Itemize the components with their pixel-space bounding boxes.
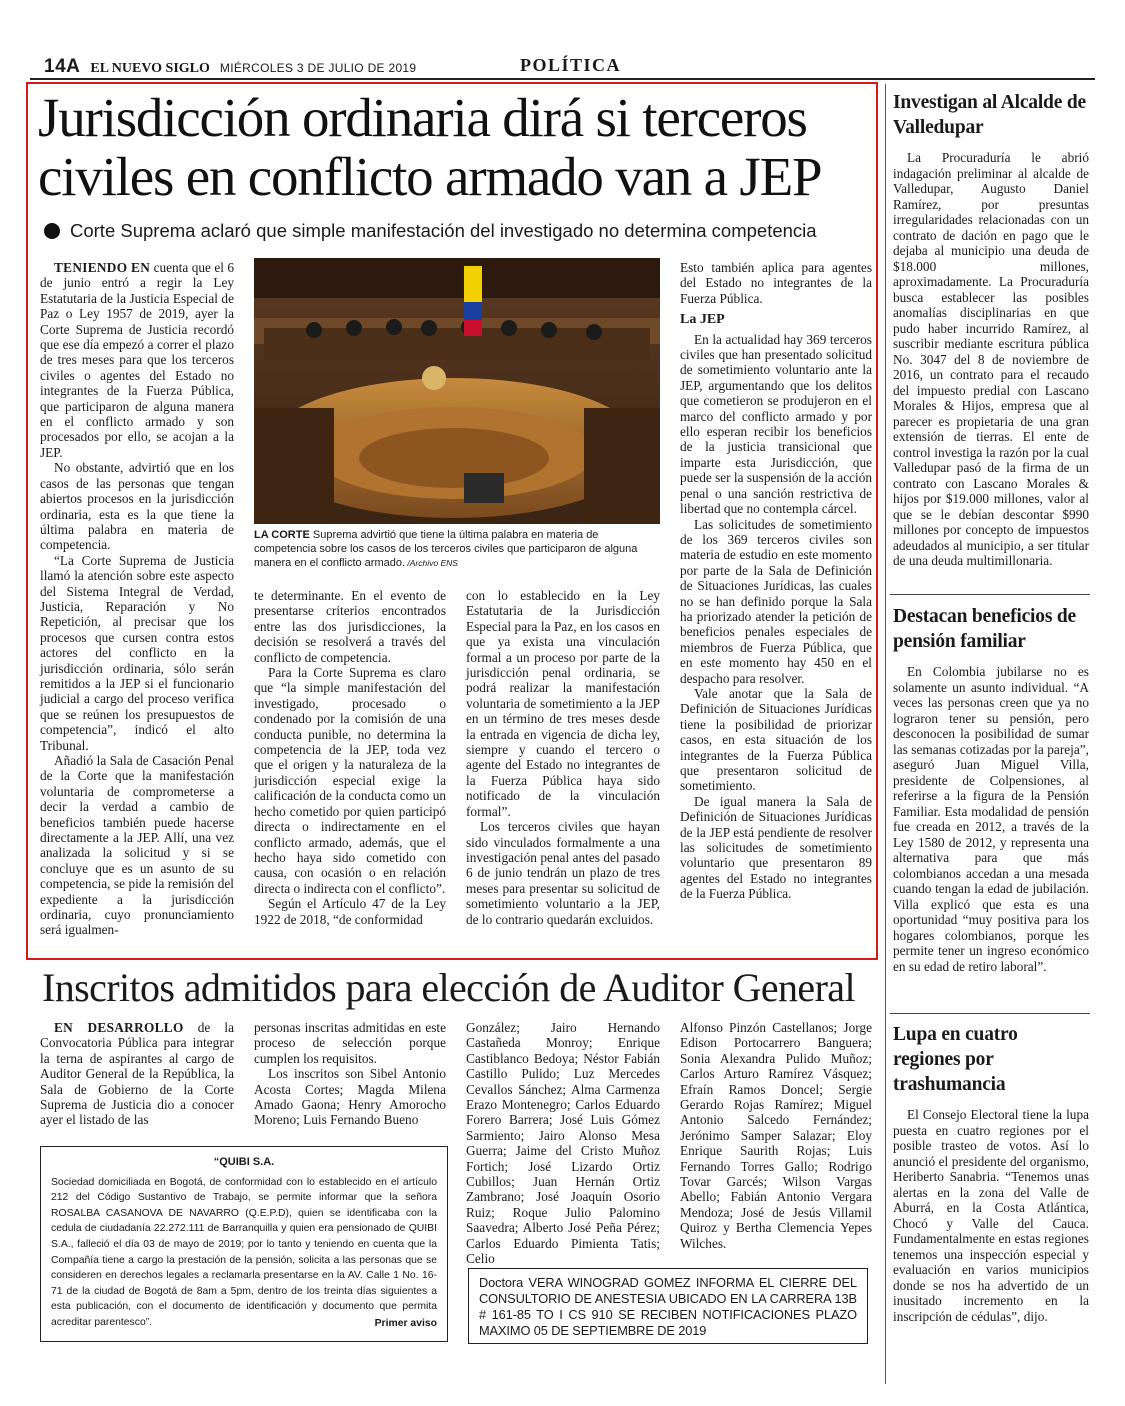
paragraph xyxy=(40,553,234,753)
vera-notice xyxy=(468,1268,868,1344)
paragraph-text: No obstante, advirtió que en los casos de las personas que tengan abiertos procesos en la jurisdicción ordinaria, esta es la que tiene la última palabra en materia de competencia. xyxy=(40,460,234,553)
notice-body: Doctora VERA WINOGRAD GOMEZ INFORMA EL CIERRE DEL CONSULTORIO DE ANESTESIA UBICADO EN LA CARRERA 13B # 161-85 TO I CS 910 SE RECIBEN NOTIFICACIONES PLAZO MAXIMO 05 DE SEPTIEMBRE DE 2019 xyxy=(479,1275,857,1338)
section-title: POLÍTICA xyxy=(520,55,622,75)
paragraph-text: Alfonso Pinzón Castellanos; Jorge Edison Portocarrero Banguera; Sonia Alexandra Pulido Muñoz; Carlos Arturo Ramírez Vásquez; Efraín Ramos Doncel; Sergie Gerardo Rojas Ramírez; Miguel Antonio Salcedo Fernández; Jerónimo Samper Salazar; Eloy Enrique Saurith Rojas; Luis Fernando Torres Gallo; Rodrigo Tovar Garcés; Wilson Vargas Abello; Fabián Antonio Vergara Mendoza; José de Jesús Villamil Quiroz y Bertha Clemencia Yepes Wilches. xyxy=(680,1020,872,1251)
notice-title: “QUIBI S.A. xyxy=(213,1156,275,1168)
sidebar-item-1 xyxy=(893,90,1089,569)
publication-date: MIÉRCOLES 3 DE JULIO DE 2019 xyxy=(219,61,417,75)
paragraph xyxy=(466,1020,660,1267)
sidebar-text: En Colombia jubilarse no es solamente un asunto individual. “A veces las personas creen que ya no lograron tener su pensión, pero desconocen la posibilidad de sumar las semanas cotizadas por la pareja”, aseguró Juan Miguel Villa, presidente de Colpensiones, al referirse a la figura de la Pensión Familiar. Esta modalidad de pensión fue creada en 2012, a través de la Ley 1580 de 2012, y representa una alternativa para que más colombianos accedan a una mesada cuando tengan la edad de jubilación. Villa explicó que esta es una oportunidad “muy positiva para los hogares colombianos, porque les permite tener un ingreso económico en su edad de retiro laboral”. xyxy=(893,664,1089,974)
courtroom-image xyxy=(254,258,660,524)
subhead-text: Corte Suprema aclaró que simple manifestación del investigado no determina competencia xyxy=(70,220,817,241)
court-photo xyxy=(254,258,660,524)
main-col-4 xyxy=(680,260,872,902)
paragraph-text: De igual manera la Sala de Definición de Situaciones Jurídicas de la JEP está pendiente de resolver las solicitudes de sometimiento voluntario que presentaron 89 agentes del Estado no integrantes de la Fuerza Pública. xyxy=(680,793,872,902)
photo-caption xyxy=(254,528,660,570)
paragraph xyxy=(254,1066,446,1128)
auditor-col-2 xyxy=(254,1020,446,1128)
paragraph-text: “La Corte Suprema de Justicia llamó la atención sobre este aspecto del Sistema Integral de Verdad, Justicia, Reparación y No Repetición, al precisar que los procesos que cursen contra estos actores del conflicto en la jurisdicción ordinaria, sólo serán remitidos a la JEP si el funcionario judicial a cargo del proceso verifica que se reúnen los presupuestos de competencia”, indicó el alto Tribunal. xyxy=(40,552,234,753)
paragraph xyxy=(254,588,446,665)
auditor-headline: Inscritos admitidos para elección de Auditor General xyxy=(42,965,855,1010)
sidebar-title: Lupa en cuatro regiones por trashumancia xyxy=(893,1024,1018,1095)
sidebar-text: El Consejo Electoral tiene la lupa puesta en cuatro regiones por el posible trasteo de votos. Así lo anunció el presidente del organismo, Heriberto Sanabria. “Tenemos unas alertas en la zona del Valle de Aburrá, en la Costa Atlántica, Chocó y Valle del Cauca. Fundamentalmente en estas regiones tenemos una inspección especial y evaluación en varios municipios donde se nos ha advertido de un inusitado incremento en la inscripción de cédulas”, dijo. xyxy=(893,1107,1089,1324)
sidebar-divider-1 xyxy=(890,594,1090,595)
paragraph-text: Los terceros civiles que hayan sido vinculados formalmente a una investigación penal antes del pasado 6 de junio tendrán un plazo de tres meses para presentar su solicitud de sometimiento voluntario a la JEP, de lo contrario quedarán excluidos. xyxy=(466,819,660,927)
jep-subtitle: La JEP xyxy=(680,312,725,328)
notice-body: Sociedad domiciliada en Bogotá, de conformidad con lo establecido en el artículo 212 del Código Sustantivo de Trabajo, se permite informar que la señora ROSALBA CASANOVA DE NAVARRO (Q.E.P.D), quien se identificaba con la cedula de ciudadanía 22.272.111 de Barranquilla y quien era pensionado de QUIBI S.A., falleció el día 03 de mayo de 2019; por lo tanto y teniendo en cuenta que la Compañía tiene a cargo la prestación de la pensión, solicita a las personas que se consideren en derechos legales a reclamarla presentarse en la AV. Calle 1 No. 16-71 de la ciudad de Bogotá de 8am a 5pm, dentro de los treinta días siguientes a esta publicación, con el documento de identificación y documento que permita acreditar parentesco”. xyxy=(51,1176,437,1328)
paragraph xyxy=(680,1020,872,1251)
caption-credit: /Archivo ENS xyxy=(405,558,458,568)
paragraph-text: González; Jairo Hernando Castañeda Monroy; Enrique Castiblanco Bedoya; Néstor Fabián Castillo Pulido; Luz Mercedes Cevallos Sánchez; Alma Carmenza Erazo Montenegro; Carlos Eduardo Forero Barrera; José Luis Gómez Sarmiento; Jairo Alonso Mesa Guerra; Jaime del Cristo Muñoz Fortich; José Lizardo Ortiz Cubillos; Juan Hernán Ortiz Zambrano; José Joaquín Osorio Ruiz; Roque Julio Palomino Saavedra; Alberto José Peña Pérez; Carlos Eduardo Pimienta Tatis; Celio xyxy=(466,1020,660,1267)
main-subhead xyxy=(44,220,874,242)
sidebar-text: La Procuraduría le abrió indagación preliminar al alcalde de Valledupar, Augusto Daniel Ramírez, por presuntas irregularidades relacionadas con un contrato de dación en pago que le dejaba al municipio una deuda de $18.000 millones, aproximadamente. La Procuraduría busca establecer las posibles anomalías disciplinarias en que pudo haber incurrido Ramírez, al suscribir mediante escritura pública No. 3047 del 8 de noviembre de 2016, un contrato para el recaudo del impuesto predial con Lascano Morales & Hijos, empresa que al parecer es propietaria de una gran extensión de tierras. El ente de control investiga la razón por la cual Valledupar pasó de la firma de un contrato con Lascano Morales & hijos por $19.000 millones, valor al que se le debían descontar $990 millones por concepto de impuestos adeudados al municipio, a ser titular de una deuda multimillonaria. xyxy=(893,150,1089,568)
top-rule xyxy=(30,78,1095,80)
notice-signature: Primer aviso xyxy=(374,1317,437,1329)
paragraph xyxy=(254,665,446,896)
sidebar-item-2 xyxy=(893,604,1089,974)
caption-lead: LA CORTE xyxy=(254,529,310,541)
sidebar-title: Investigan al Alcalde de Valledupar xyxy=(893,92,1086,138)
main-col-2 xyxy=(254,588,446,927)
col4-intro xyxy=(680,260,872,306)
paragraph-text: con lo establecido en la Ley Estatutaria de la Jurisdicción Especial para la Paz, en los casos en que ya exista una vinculación formal a un proceso por parte de la jurisdicción penal ordinaria, se podrá realizar la manifestación voluntaria de sometimiento a la JEP en un término de tres meses desde la entrada en vigencia de dicha ley, siempre y cuando el tercero o agente del Estado no integrantes de la Fuerza Pública haya sido notificado de la vinculación formal”. xyxy=(466,588,660,819)
kicker: EN DESARROLLO xyxy=(54,1020,184,1035)
quibi-notice xyxy=(40,1146,448,1342)
sidebar-title: Destacan beneficios de pensión familiar xyxy=(893,606,1076,652)
paragraph-text: Para la Corte Suprema es claro que “la simple manifestación del investigado, procesado o condenado por la comisión de una conducta punible, no determina la competencia de la JEP, toda vez que el origen y la naturaleza de la jurisdicción especial exige la calificación de la conducta como un hecho cometido por quien participó directa o indirectamente en el conflicto armado, además, que el hecho haya sido cometido con causa, con ocasión o en relación directa o indirecta con el conflicto”. xyxy=(254,665,446,896)
main-headline: Jurisdicción ordinaria dirá si terceros civiles en conflicto armado van a JEP xyxy=(38,87,822,207)
paragraph-text: Añadió la Sala de Casación Penal de la Corte que la manifestación voluntaria de comprometerse a decir la verdad a cambio de beneficios también puede hacerse directamente a la JEP. Allí, una vez analizada la solicitud y si se concluye que es un asunto de su competencia, se pide la remisión del expediente a la jurisdicción ordinaria, cuyo pronunciamiento será igualmen- xyxy=(40,753,234,938)
page-number: 14A xyxy=(44,56,81,77)
paragraph-text: cuenta que el 6 de junio entró a regir la Ley Estatutaria de la Justicia Especial de Paz o Ley 1957 de 2019, ayer la Corte Suprema de Justicia recordó que ese día empezó a correr el plazo de tres meses para que los terceros civiles o agentes del Estado no integrantes de la Fuerza Pública, que participaron de alguna manera en el conflicto armado y son procesados por ello, se acojan a la JEP. xyxy=(40,260,235,460)
sidebar-divider-2 xyxy=(890,1013,1090,1014)
auditor-col-4 xyxy=(680,1020,872,1251)
paragraph-text: personas inscritas admitidas en este proceso de selección porque cumplen los requisitos. xyxy=(254,1020,446,1066)
paragraph xyxy=(40,260,234,460)
page-folio xyxy=(44,56,416,78)
paragraph-text: te determinante. En el evento de presentarse criterios encontrados entre las dos jurisdicciones, la decisión se resolverá a través del conflicto de competencia. xyxy=(254,588,446,665)
paragraph xyxy=(680,517,872,686)
paragraph xyxy=(680,794,872,902)
col4-body xyxy=(680,332,872,902)
sidebar-divider xyxy=(885,84,886,1384)
paragraph-text: Según el Artículo 47 de la Ley 1922 de 2018, “de conformidad xyxy=(254,896,446,927)
paragraph xyxy=(254,896,446,927)
paragraph-text: En la actualidad hay 369 terceros civiles que han presentado solicitud de sometimiento voluntario ante la JEP, argumentando que los delitos que cometieron se produjeron en el marco del conflicto armado y por ello esperan recibir los beneficios de la justicia transicional que imparte esta Jurisdicción, que puede ser la suspensión de la acción penal o una sanción restrictiva de libertad que no contempla cárcel. xyxy=(680,331,872,517)
paragraph xyxy=(680,332,872,517)
paragraph xyxy=(466,588,660,819)
main-col-1 xyxy=(40,260,234,938)
paragraph xyxy=(254,1020,446,1066)
auditor-col-1 xyxy=(40,1020,234,1128)
paragraph xyxy=(40,460,234,552)
auditor-col-3 xyxy=(466,1020,660,1267)
paragraph-text: Esto también aplica para agentes del Estado no integrantes de la Fuerza Pública. xyxy=(680,260,872,306)
paragraph-text: Las solicitudes de sometimiento de los 369 terceros civiles son materia de estudio en este momento por parte de la Sala de Definición de Situaciones Jurídicas, las cuales no se han definido porque la Sala ha priorizado atender la petición de beneficios penales especiales de miembros de Fuerza Pública, que en este momento hay 450 en el despacho para resolver. xyxy=(680,516,872,686)
main-col-3 xyxy=(466,588,660,927)
kicker: TENIENDO EN xyxy=(54,260,151,275)
paragraph xyxy=(680,260,872,306)
bullet-icon xyxy=(44,223,60,239)
paragraph-text: Los inscritos son Sibel Antonio Acosta Cortes; Magda Milena Amado Gaona; Henry Amorocho Moreno; Luis Fernando Bueno xyxy=(254,1066,446,1128)
paragraph-text: Vale anotar que la Sala de Definición de Situaciones Jurídicas tiene la posibilidad de priorizar casos, en esta situación de los integrantes de la Fuerza Pública que presentaron solicitud de sometimiento. xyxy=(680,685,872,794)
publication-name: EL NUEVO SIGLO xyxy=(90,61,210,76)
paragraph-text: de la Convocatoria Pública para integrar la terna de aspirantes al cargo de Auditor General de la República, la Sala de Gobierno de la Corte Suprema de Justicia dio a conocer ayer el listado de las xyxy=(40,1020,235,1128)
caption-text: Suprema advirtió que tiene la última palabra en materia de competencia sobre los casos de los terceros civiles que participaron de alguna manera en el conflicto armado. xyxy=(254,529,638,569)
paragraph xyxy=(40,753,234,938)
sidebar-item-3 xyxy=(893,1022,1089,1324)
paragraph xyxy=(680,686,872,794)
paragraph xyxy=(40,1020,234,1128)
paragraph xyxy=(466,819,660,927)
